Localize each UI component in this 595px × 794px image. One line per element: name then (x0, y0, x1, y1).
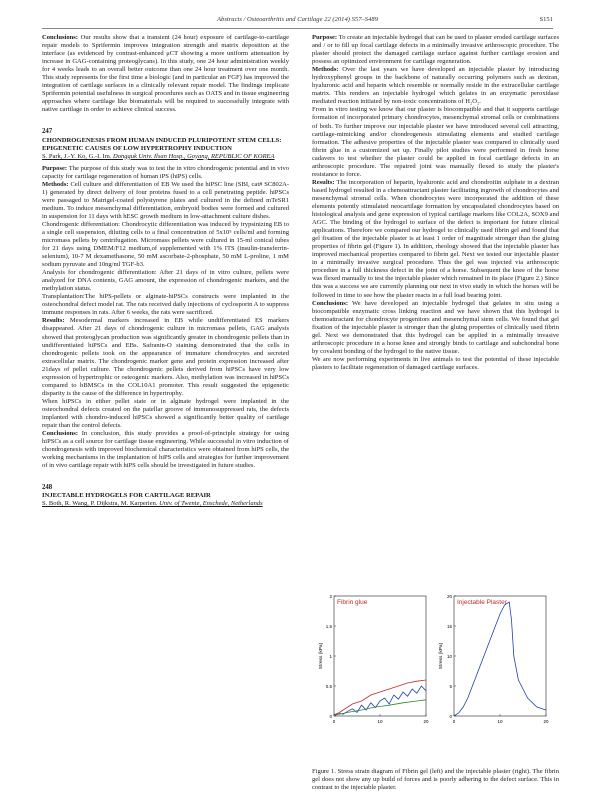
section-label: Results: (42, 317, 65, 325)
paragraph-text: Over the last years we have developed an injectable plaster by introducing hydroxyphenyl groups in the backbone of naturally occurring polymers such as dextran, hyaluronic acid and heparin which resemble or normally reside in the extracellular cartilage matrix. This renders an injectable hydrogel which gelates in an enzymatic peroxidase mediated reaction initiated by non-toxic concentrations of H₂O₂. (312, 66, 560, 106)
y-axis-label: Stress (kPa) (319, 642, 324, 670)
y-tick-label: 0 (329, 714, 332, 719)
left-column (42, 34, 289, 508)
abstract-authors (42, 500, 289, 508)
results-paragraph-2: When hiPSCs in either pellet state or in alginate hydrogel were implanted in the osteochondral defects created on the patellar groove of immunosuppressed rats, the defects implanted with chondro-induced hiPSCs showed a significantly better quality of cartilage repair than the control defects. (42, 397, 289, 430)
methods-paragraph (312, 66, 559, 106)
paragraph-text: The purpose of this study was to test the in vitro chondrogenic potential and in vivo capacity for cartilage regeneration of human iPS (hiPS) cells. (42, 164, 289, 180)
plot-frame (334, 596, 426, 716)
results-paragraph (42, 317, 289, 397)
author-affiliation: Univ. of Twente, Enschede, Netherlands (159, 500, 263, 508)
paragraph-text: Our results show that a transient (24 hour) exposure of cartilage-to-cartilage repair models to Sprifermin improves integration strength and matrix deposition at the interface (as evidenced by contrast-enhanced μCT showing a more uniform attenuation by increase in GAG-containing proteoglycans). In this study, one 24 hour administration weekly for 4 weeks leads to an overall better outcome than one 24 hour treatment over one month. This study represents for the first time a biologic (and in particular an FGF) has improved the integration of cartilage surfaces in a clinically relevant repair model. The findings implicate Sprifermin potential usefulness in surgical procedures such as OATS and in tissue engineering approaches where cartilage like biomaterials will be required to successfully integrate with native cartilage in order to achieve clinical success. (42, 34, 290, 114)
y-tick-label: 1 (329, 654, 332, 659)
transplantation-paragraph: Transplantation:The hiPS-pellets or alginate-hiPSCs constructs were implanted in the osteochondral defect model rat. The rats received daily injections of cyclosporin A to suppress immune responses in rats. After 6 weeks, the rats were sacrificed. (42, 293, 289, 317)
abstract-number: 248 (42, 484, 53, 492)
chondrogenic-paragraph: Chondrogenic differentiation: Chondrocytic differentiation was induced by trypsinizing EB to a single cell suspension, diluting cells to a final concentration of 5x10⁵ cells/ml and forming micromass pellets by centrifugation. Micromass pellets were cultured in 15-ml conical tubes for 21 days using DMEM/F12 medium,of supplemented with 1% ITS (insulin-transferrin-selenium), 10-7 M dexamethasone, 50 mM ascorbate-2-phosphate, 50 mM L-proline, 1 mM sodium pyruvate and 10ng/ml TGF-b3. (42, 220, 289, 269)
abstract-authors (42, 153, 289, 161)
section-label: Purpose: (42, 164, 68, 172)
chart-title: Injectable Plaster (457, 599, 507, 606)
y-tick-label: 15 (446, 624, 452, 629)
analysis-paragraph: Analysis for chondrogenic differentiation: After 21 days of in vitro culture, pellets were analyzed for DNA contents, GAG amount, the expression of chondrogenic markers, and the methylation status. (42, 269, 289, 293)
chart-title: Fibrin glue (337, 599, 368, 606)
y-tick-label: 5 (449, 684, 452, 689)
author-names: S. Park, J.-Y. Ko, G.-I. Im. (42, 152, 112, 160)
conclusions-paragraph (42, 430, 289, 470)
x-tick-label: 0 (452, 719, 456, 724)
y-tick-label: 20 (446, 594, 452, 599)
x-tick-label: 20 (543, 719, 549, 724)
section-label: Conclusions: (42, 430, 79, 438)
paragraph-text: We have developed an injectable hydrogel that gelates in situ using a biocompatible enzymatic cross linking reaction and we have shown that this hydrogel is chemoattractant for chondrocyte progenitors and mesenchymal stem cells. We found that gel fixation of the injectable plaster is stronger than the gluing properties of clinically used fibrin gel. Next we demonstrated that this hydrogel can be applied in a minimally invasive arthroscopic procedure in a horse knee and strongly binds to cartilage and subchondral bone by covalent bonding of the hydrogel to the native tissue. (312, 299, 559, 355)
x-tick-label: 10 (497, 719, 503, 724)
methods-paragraph-2: From in vitro testing we know that our plaster is biocompatible and that it supports cartilage formation of incorporated primary chondrocytes, mesenchymal stromal cells or combinations of both. To further improve our injectable plaster we have introduced several cell attracting, cartilage-mimicking and/or chondrogenesis stimulating elements and studied cartilage formation. The adhesive properties of the injectable plaster was compared to clinically used fibrin glue in a customized set up. Finally pilot studies were performed in fresh horse cadavers to test whether the plaster could be applied in focal cartilage defects in an arthroscopic procedure. The repaired joint was manually flexed to study the plaster's resistance to force. (312, 106, 559, 178)
conclusions-paragraph (312, 300, 559, 356)
figure-caption: Figure 1. Stress strain diagram of Fibrin gel (left) and the injectable plaster (right). The fibrin gel does not show any up build of forces and is poorly adhering to the defect surface. This in contrast to the injectable plaster. (312, 768, 559, 792)
author-names: S. Both, R. Wang, P. Dijkstra, M. Karperien. (42, 500, 158, 508)
results-paragraph (312, 179, 559, 300)
section-label: Purpose: (312, 34, 338, 41)
y-axis-label: Stress (kPa) (439, 642, 444, 670)
header-rule (42, 28, 553, 29)
conclusions-paragraph-2: We are now performing experiments in live animals to test the potential of these injectable plasters to facilitate regeneration of damaged cartilage surfaces. (312, 355, 559, 371)
section-label: Methods: (312, 66, 339, 74)
conclusions-paragraph (42, 34, 289, 114)
paragraph-text: To create an injectable hydrogel that can be used to plaster eroded cartilage surfaces and / or to fill up focal cartilage defects in a minimally invasive arthroscopic procedure. The plaster should protect the damaged cartilage surface against further cartilage erosion and possess an optimized environment for cartilage regeneration. (312, 34, 559, 66)
journal-citation: Abstracts / Osteoarthritis and Cartilage 22 (2014) S57–S489 (217, 16, 378, 23)
figure-1-charts (312, 588, 559, 754)
paragraph-text: In conclusion, this study provides a proof-of-principle strategy for using hiPSCs as a cell source for cartilage tissue engineering. While successful in vitro induction of chondrogenesis with improved biochemical characteristics were obtained from hiPS cells, the working mechanisms in the implantation of hiPS cells and strategies for further improvement of in vivo cartilage repair with hiPS cells should be investigated in future studies. (42, 430, 290, 470)
y-tick-label: 10 (446, 654, 452, 659)
abstract-title: CHONDROGENESIS FROM HUMAN INDUCED PLURIPOTENT STEM CELLS: EPIGENETIC CAUSES OF LOW HYPERTROPHY INDUCTION (42, 136, 282, 152)
x-tick-label: 10 (377, 719, 383, 724)
section-label: Results: (312, 178, 335, 186)
paragraph-text: Cell culture and differentiation of EB We used the hiPSC line (SBI, cat# SC802A-1) generated by direct delivery of four proteins fused to a cell penetrating peptide. hiPSCs were passaged to Matrigel-coated polystyrene plates and cultured in the defined mTeSR1 medium. To induce mesenchymal differentiation, embryoid bodies were formed and cultured in suspension for 11 days with hESC growth medium in low-attachment culture dishes. (42, 180, 290, 220)
author-affiliation: Dongguk Univ. Ilsan Hosp., Goyang, REPUBLIC OF KOREA (113, 152, 275, 160)
purpose-paragraph (42, 165, 289, 181)
paragraph-text: The incorporation of heparin, hyaluronic acid and chondroitin sulphate in a dextran based hydrogel resulted in a chemoattractant plaster facilitating ingrowth of chondrocytes and mesenchymal stromal cells. When chondrocytes were incorporated the addition of these elements potently stimulated neocartilage formation by encapsulated chondrocytes based on histological analysis and gene expression of typical cartilage markers like COL2A, SOX9 and AGC. The binding of the hydrogel to surface of the defect is important for future clinical applications. Therefore we compared our hydrogel to clinically used fibrin gel and found that gel fixation of the injectable plaster is at least 1 order of magnitude stronger than the gluing properties of fibrin gel (Figure 1). In addition, rheology showed that the injectable plaster has improved mechanical properties compared to fibrin gel. Next we tested our injectable plaster in a minimally invasive surgical procedure. Thus the gel was injected via arthroscopic procedure in a full thickness defect in the joint of a horse. Subsequent the knee of the horse was flexed manually to test the injectable plaster which remained in its place (Figure 2.) Since this was a success we are currently planning our next in vivo study in which the horses will be followed in time to see how the plaster reacts in a full load bearing joint. (312, 178, 559, 299)
paragraph-text: Mesodermal markers increased in EB while undifferentiated ES markers disappeared. After 21 days of chondrogenic culture in micromass pellets, GAG analysis showed that proteoglycan production was significantly greater in chondrogenic pellets than in undifferentiated hiPSCs and EBs. Safranin-O staining demonstrated that the cells in chondrogenic pellets took on the appearance of immature chondrocytes and secreted extracellular matrix. The chondrogenic marker gene and protein expression increased after 21days of pellet culture. The chondrogenic pellets derived from hiPSCs have very low expression of hypertrophic or osteogenic markers. Also, methylation was increased in hiPSCs compared to hBMSCs in the COL10A1 promoter. This result suggested the epigenetic disparity is the cause of the difference in hypertrophy. (42, 317, 289, 397)
purpose-paragraph (312, 34, 559, 66)
section-label: Conclusions: (42, 34, 79, 41)
y-tick-label: 0 (449, 714, 452, 719)
y-tick-label: 0.5 (325, 684, 332, 689)
abstract-title: INJECTABLE HYDROGELS FOR CARTILAGE REPAIR (42, 492, 211, 500)
section-label: Methods: (42, 180, 69, 188)
figure-1 (312, 588, 559, 754)
x-tick-label: 0 (332, 719, 336, 724)
section-label: Conclusions: (312, 299, 349, 307)
methods-paragraph (42, 181, 289, 221)
y-tick-label: 2 (329, 594, 332, 599)
x-tick-label: 20 (423, 719, 429, 724)
right-column (312, 34, 559, 372)
page-number: S151 (539, 16, 553, 23)
abstract-number: 247 (42, 128, 53, 136)
y-tick-label: 1.5 (325, 624, 332, 629)
